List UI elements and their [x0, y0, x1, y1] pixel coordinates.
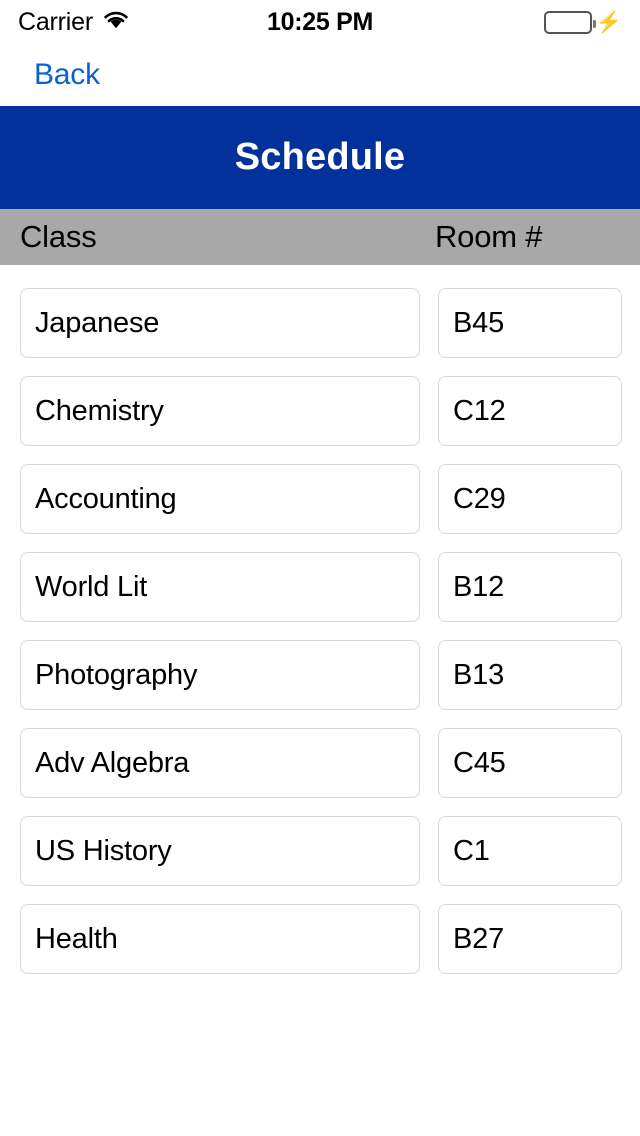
room-cell[interactable]: C29 — [438, 464, 622, 534]
room-cell[interactable]: B27 — [438, 904, 622, 974]
room-cell[interactable]: B45 — [438, 288, 622, 358]
wifi-icon — [102, 9, 130, 35]
class-cell[interactable]: Adv Algebra — [20, 728, 420, 798]
table-row[interactable] — [0, 455, 640, 543]
table-row[interactable] — [0, 895, 640, 983]
status-bar-right — [544, 11, 622, 34]
column-header-class: Class — [20, 219, 97, 254]
class-cell[interactable]: US History — [20, 816, 420, 886]
page-title: Schedule — [234, 136, 406, 178]
class-cell[interactable]: Chemistry — [20, 376, 420, 446]
lightning-bolt-icon: ⚡ — [595, 10, 622, 34]
class-cell[interactable]: Photography — [20, 640, 420, 710]
room-cell[interactable]: C12 — [438, 376, 622, 446]
schedule-table — [0, 265, 640, 1136]
room-cell[interactable]: C45 — [438, 728, 622, 798]
table-header-row — [0, 209, 640, 265]
battery-icon — [544, 11, 592, 34]
table-row[interactable] — [0, 367, 640, 455]
table-row[interactable] — [0, 807, 640, 895]
carrier-label: Carrier — [18, 7, 93, 36]
table-row[interactable] — [0, 719, 640, 807]
table-row[interactable] — [0, 543, 640, 631]
class-cell[interactable]: Accounting — [20, 464, 420, 534]
class-cell[interactable]: Japanese — [20, 288, 420, 358]
room-cell[interactable]: C1 — [438, 816, 622, 886]
room-cell[interactable]: B13 — [438, 640, 622, 710]
back-button[interactable]: Back — [34, 58, 100, 91]
status-bar-clock: 10:25 PM — [267, 7, 373, 36]
class-cell[interactable]: Health — [20, 904, 420, 974]
status-bar — [0, 0, 640, 44]
column-header-room: Room # — [435, 219, 543, 254]
table-row[interactable] — [0, 279, 640, 367]
table-row[interactable] — [0, 631, 640, 719]
room-cell[interactable]: B12 — [438, 552, 622, 622]
class-cell[interactable]: World Lit — [20, 552, 420, 622]
status-bar-left — [18, 8, 130, 37]
title-bar — [0, 106, 640, 209]
navigation-bar — [0, 44, 640, 106]
